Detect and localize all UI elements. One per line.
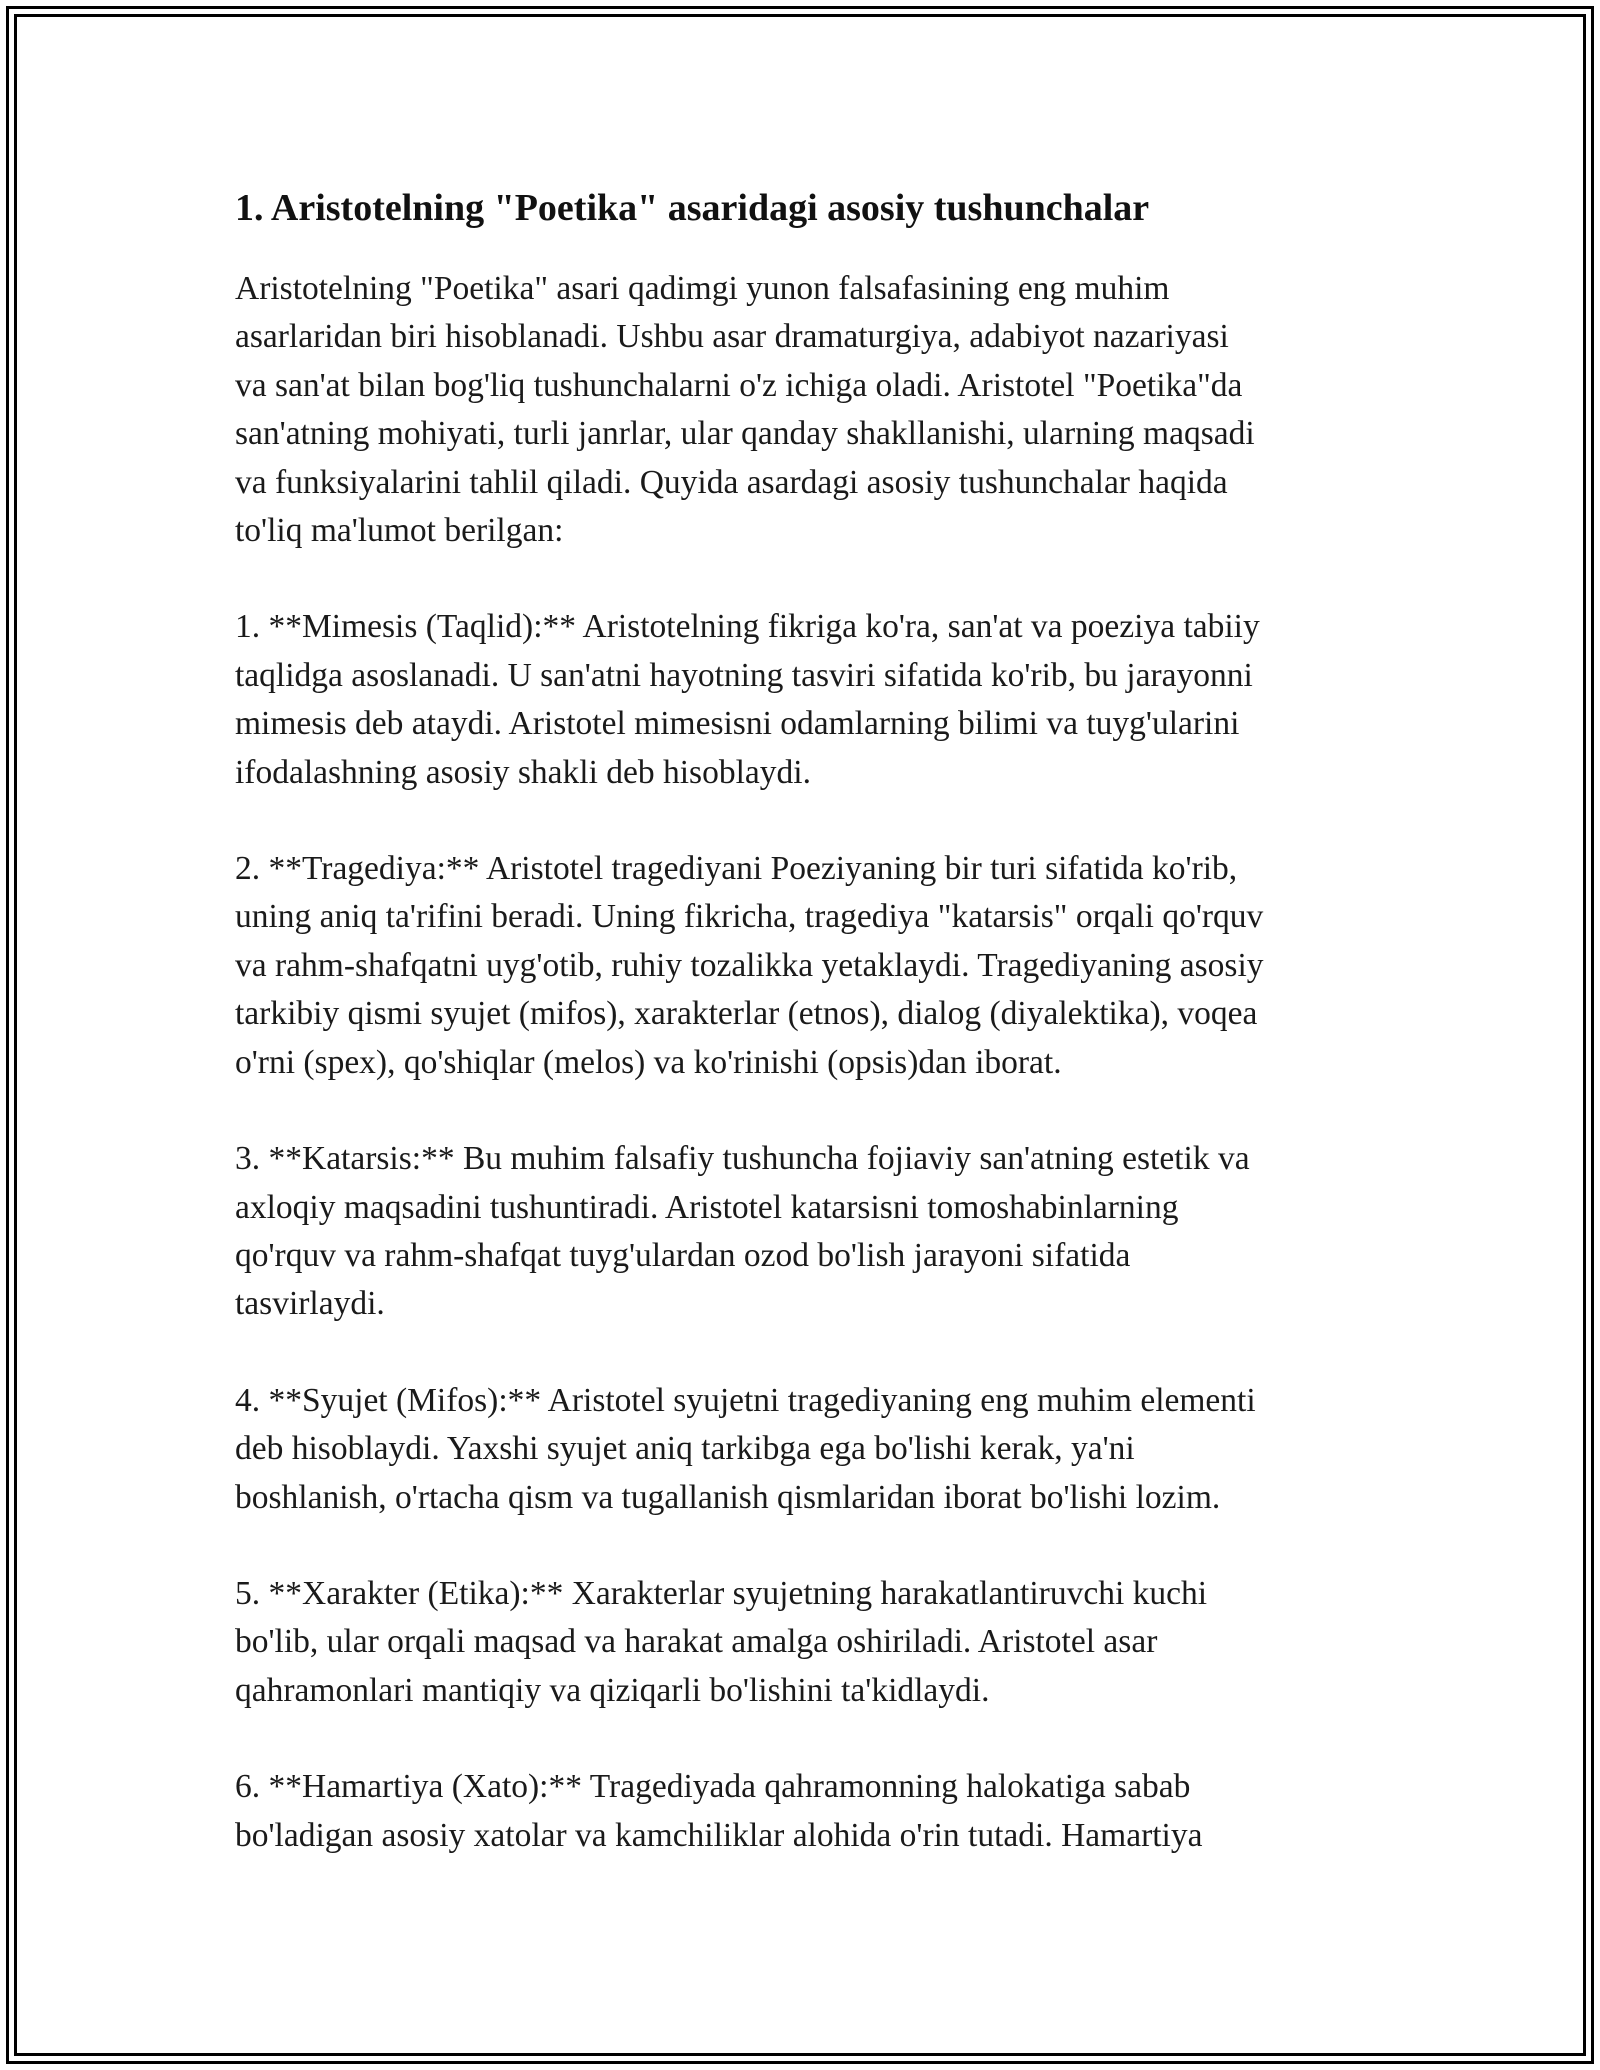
text-line: boshlanish, o'rtacha qism va tugallanish qismlaridan iborat bo'lishi lozim. xyxy=(235,1478,1221,1516)
concept-paragraph xyxy=(235,1135,1395,1329)
text-line: taqlidga asoslanadi. U san'atni hayotning tasviri sifatida ko'rib, bu jarayonni xyxy=(235,656,1253,694)
text-line: o'rni (spex), qo'shiqlar (melos) va ko'rinishi (opsis)dan iborat. xyxy=(235,1043,1062,1081)
text-line: qahramonlari mantiqiy va qiziqarli bo'lishini ta'kidlaydi. xyxy=(235,1671,990,1709)
text-line: va funksiyalarini tahlil qiladi. Quyida asardagi asosiy tushunchalar haqida xyxy=(235,463,1228,501)
text-line: 4. **Syujet (Mifos):** Aristotel syujetni tragediyaning eng muhim elementi xyxy=(235,1381,1256,1419)
section-heading: 1. Aristotelning "Poetika" asaridagi asosiy tushunchalar xyxy=(235,187,1150,229)
text-line: bo'ladigan asosiy xatolar va kamchiliklar alohida o'rin tutadi. Hamartiya xyxy=(235,1816,1203,1854)
concept-paragraph xyxy=(235,845,1395,1087)
document-body xyxy=(235,185,1395,1860)
text-line: mimesis deb ataydi. Aristotel mimesisni odamlarning bilimi va tuyg'ularini xyxy=(235,705,1240,743)
text-line: to'liq ma'lumot berilgan: xyxy=(235,512,564,550)
concept-paragraph xyxy=(235,1377,1395,1522)
text-line: uning aniq ta'rifini beradi. Uning fikricha, tragediya "katarsis" orqali qo'rquv xyxy=(235,898,1264,936)
text-line: va rahm-shafqatni uyg'otib, ruhiy tozalikka yetaklaydi. Tragediyaning asosiy xyxy=(235,946,1264,984)
text-line: 2. **Tragediya:** Aristotel tragediyani Poeziyaning bir turi sifatida ko'rib, xyxy=(235,850,1238,888)
text-line: 3. **Katarsis:** Bu muhim falsafiy tushuncha fojiaviy san'atning estetik va xyxy=(235,1140,1250,1178)
concept-paragraph xyxy=(235,1763,1395,1860)
text-line: ifodalashning asosiy shakli deb hisoblaydi. xyxy=(235,753,811,791)
intro-paragraph xyxy=(235,265,1395,555)
text-line: tarkibiy qismi syujet (mifos), xarakterlar (etnos), dialog (diyalektika), voqea xyxy=(235,995,1258,1033)
text-line: 5. **Xarakter (Etika):** Xarakterlar syujetning harakatlantiruvchi kuchi xyxy=(235,1574,1208,1612)
text-line: 1. **Mimesis (Taqlid):** Aristotelning fikriga ko'ra, san'at va poeziya tabiiy xyxy=(235,608,1260,646)
paragraph-list xyxy=(235,265,1395,1860)
text-line: san'atning mohiyati, turli janrlar, ular qanday shakllanishi, ularning maqsadi xyxy=(235,415,1255,453)
text-line: va san'at bilan bog'liq tushunchalarni o'z ichiga oladi. Aristotel "Poetika"da xyxy=(235,366,1243,404)
text-line: asarlaridan biri hisoblanadi. Ushbu asar dramaturgiya, adabiyot nazariyasi xyxy=(235,318,1229,356)
text-line: qo'rquv va rahm-shafqat tuyg'ulardan ozod bo'lish jarayoni sifatida xyxy=(235,1236,1131,1274)
concept-paragraph xyxy=(235,1570,1395,1715)
text-line: axloqiy maqsadini tushuntiradi. Aristotel katarsisni tomoshabinlarning xyxy=(235,1188,1179,1226)
text-line: bo'lib, ular orqali maqsad va harakat amalga oshiriladi. Aristotel asar xyxy=(235,1623,1158,1661)
text-line: 6. **Hamartiya (Xato):** Tragediyada qahramonning halokatiga sabab xyxy=(235,1768,1191,1806)
text-line: Aristotelning "Poetika" asari qadimgi yunon falsafasining eng muhim xyxy=(235,270,1170,307)
text-line: deb hisoblaydi. Yaxshi syujet aniq tarkibga ega bo'lishi kerak, ya'ni xyxy=(235,1430,1135,1468)
text-line: tasvirlaydi. xyxy=(235,1285,385,1323)
concept-paragraph xyxy=(235,603,1395,797)
